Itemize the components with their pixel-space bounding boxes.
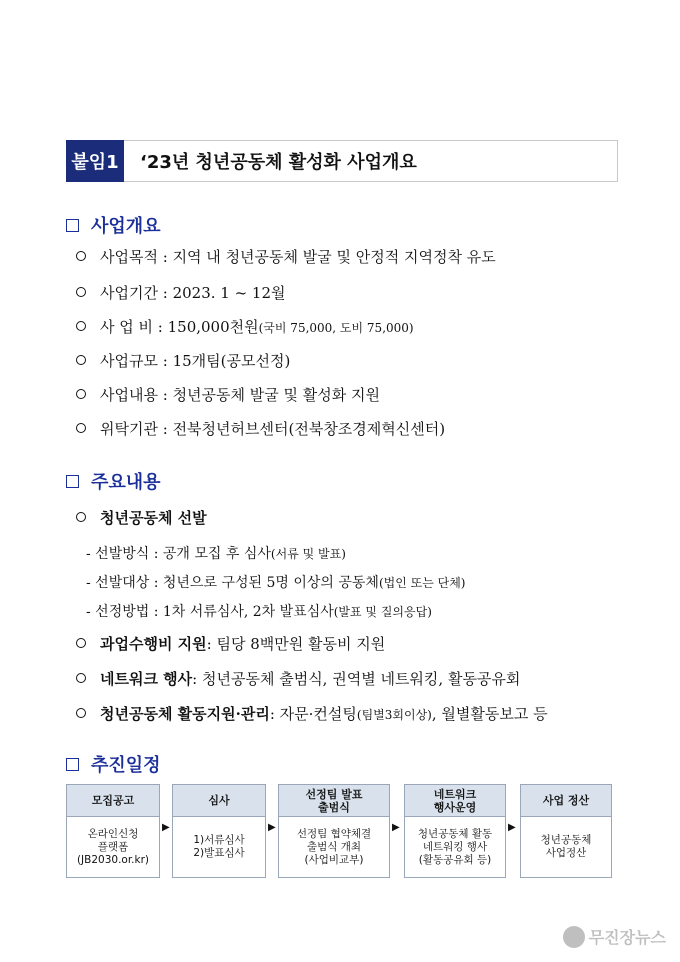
schedule-step-title: 선정팀 발표 출범식 — [279, 785, 389, 817]
arrow-right-icon: ▶ — [268, 822, 276, 833]
circle-bullet-icon — [76, 673, 86, 683]
schedule-step-line: 선정팀 협약체결 — [296, 827, 372, 840]
schedule-step-line: 사업정산 — [545, 847, 587, 859]
square-bullet-icon — [66, 219, 79, 232]
schedule-step-body — [67, 817, 159, 877]
sub-item-activity-management: 청년공동체 활동지원·관리 : 자문·컨설팅 (팀별3회이상) , 월별활동보고 등 — [76, 703, 548, 724]
schedule-step-body — [405, 817, 505, 877]
overview-item: 사업규모 : 15개팀(공모선정) — [76, 350, 290, 371]
overview-item-label: 위탁기관 — [100, 420, 158, 438]
schedule-flow — [66, 784, 616, 884]
circle-bullet-icon — [76, 708, 86, 718]
square-bullet-icon — [66, 758, 79, 771]
overview-item: 사업내용 : 청년공동체 발굴 및 활성화 지원 — [76, 384, 380, 405]
schedule-step-line: (활동공유회 등) — [418, 853, 492, 866]
overview-item-label: 사업내용 — [100, 386, 158, 404]
schedule-step-line: 청년공동체 활동 — [417, 827, 493, 840]
sub-item-task-support: 과업수행비 지원 : 팀당 8백만원 활동비 지원 — [76, 633, 385, 654]
schedule-step-title: 모집공고 — [67, 785, 159, 817]
news-logo-icon — [563, 926, 585, 948]
title-bar — [66, 140, 618, 182]
overview-item-value: 2023. 1 ~ 12월 — [172, 284, 286, 302]
overview-item-value: 전북청년허브센터(전북창조경제혁신센터) — [172, 420, 446, 438]
schedule-step-line: (JB2030.or.kr) — [76, 853, 150, 866]
arrow-right-icon: ▶ — [392, 822, 400, 833]
sub-item-network-event: 네트워크 행사 : 청년공동체 출범식, 권역별 네트워킹, 활동공유회 — [76, 668, 520, 689]
arrow-right-icon: ▶ — [508, 822, 516, 833]
overview-item: 사업기간 : 2023. 1 ~ 12월 — [76, 282, 286, 303]
detail-method: - 선발방식 : 공개 모집 후 심사(서류 및 발표) — [86, 546, 346, 562]
schedule-step-line: 1)서류심사 — [193, 834, 245, 846]
schedule-step-line: 온라인신청 — [87, 827, 139, 840]
overview-item: 사 업 비 : 150,000천원 (국비 75,000, 도비 75,000) — [76, 316, 414, 337]
overview-item-value: 청년공동체 발굴 및 활성화 지원 — [172, 386, 381, 404]
circle-bullet-icon — [76, 389, 86, 399]
overview-item-label: 사업규모 — [100, 352, 158, 370]
arrow-right-icon: ▶ — [162, 822, 170, 833]
overview-item-note: (국비 75,000, 도비 75,000) — [258, 321, 414, 335]
page-title: ‘23년 청년공동체 활성화 사업개요 — [124, 140, 618, 182]
schedule-step-line: 2)발표심사 — [193, 847, 245, 859]
schedule-step — [66, 784, 160, 878]
schedule-step-line: 플랫폼 — [97, 840, 129, 853]
overview-item-value: 지역 내 청년공동체 발굴 및 안정적 지역정착 유도 — [172, 248, 496, 266]
overview-item-value: 150,000천원 — [167, 318, 259, 336]
schedule-step — [278, 784, 390, 878]
schedule-step-title: 심사 — [173, 785, 265, 817]
circle-bullet-icon — [76, 638, 86, 648]
overview-item: 사업목적 : 지역 내 청년공동체 발굴 및 안정적 지역정착 유도 — [76, 246, 496, 267]
circle-bullet-icon — [76, 423, 86, 433]
circle-bullet-icon — [76, 287, 86, 297]
circle-bullet-icon — [76, 355, 86, 365]
section-heading-text: 사업개요 — [91, 216, 161, 237]
schedule-step — [520, 784, 612, 878]
circle-bullet-icon — [76, 251, 86, 261]
schedule-step-line: 네트워킹 행사 — [422, 840, 488, 853]
section-heading-text: 주요내용 — [91, 472, 161, 493]
section-heading-schedule — [66, 751, 161, 777]
overview-item-value: 15개팀(공모선정) — [172, 352, 291, 370]
schedule-step-line: 청년공동체 — [540, 834, 592, 846]
section-heading-text: 추진일정 — [91, 755, 161, 776]
schedule-step — [172, 784, 266, 878]
square-bullet-icon — [66, 475, 79, 488]
overview-item-label: 사업목적 — [100, 248, 158, 266]
attachment-tag: 붙임1 — [66, 140, 124, 182]
schedule-step-line: 출범식 개최 — [306, 840, 362, 853]
watermark: 무진장뉴스 — [563, 925, 666, 948]
section-heading-overview — [66, 212, 161, 238]
schedule-step-body — [173, 817, 265, 877]
sub-item-selection: 청년공동체 선발 — [76, 507, 207, 528]
overview-item-label: 사 업 비 — [100, 318, 154, 336]
detail-target: - 선발대상 : 청년으로 구성된 5명 이상의 공동체(법인 또는 단체) — [86, 575, 466, 591]
circle-bullet-icon — [76, 512, 86, 522]
section-heading-main-content — [66, 468, 161, 494]
schedule-step — [404, 784, 506, 878]
schedule-step-title: 사업 정산 — [521, 785, 611, 817]
overview-item: 위탁기관 : 전북청년허브센터(전북창조경제혁신센터) — [76, 418, 445, 439]
overview-item-label: 사업기간 — [100, 284, 158, 302]
detail-process: - 선정방법 : 1차 서류심사, 2차 발표심사(발표 및 질의응답) — [86, 604, 432, 620]
circle-bullet-icon — [76, 321, 86, 331]
schedule-step-line: (사업비교부) — [304, 853, 364, 866]
schedule-step-body — [279, 817, 389, 877]
schedule-step-title: 네트워크 행사운영 — [405, 785, 505, 817]
schedule-step-body — [521, 817, 611, 877]
